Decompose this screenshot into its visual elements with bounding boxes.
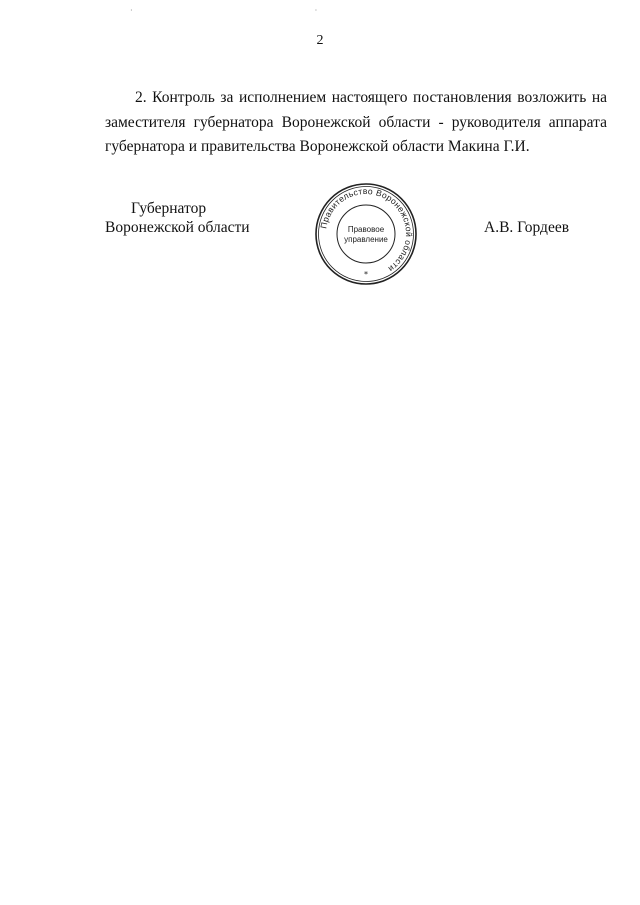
- body-paragraph: 2. Контроль за исполнением настоящего постановления возложить на заместителя губернатора Воронежской области - руководителя аппарата губернатора и правительства Воронежской области Макина Г.И.: [105, 89, 607, 155]
- seal-outer-ring: [316, 184, 416, 284]
- signatory-title-line2: Воронежской области: [105, 219, 250, 236]
- signatory-title: [105, 199, 250, 237]
- seal-center-ring: [337, 205, 395, 263]
- seal-center-line2: управление: [344, 235, 388, 244]
- seal-ring-text: Правительство Воронежской области: [318, 185, 415, 275]
- seal-center-line1: Правовое: [347, 225, 385, 234]
- signatory-name: А.В. Гордеев: [484, 219, 570, 236]
- signatory-title-line1: Губернатор: [131, 200, 207, 217]
- seal-star: *: [364, 270, 368, 279]
- scan-specks: · ·: [130, 6, 408, 15]
- official-seal: [313, 181, 419, 287]
- page-number: 2: [316, 33, 324, 48]
